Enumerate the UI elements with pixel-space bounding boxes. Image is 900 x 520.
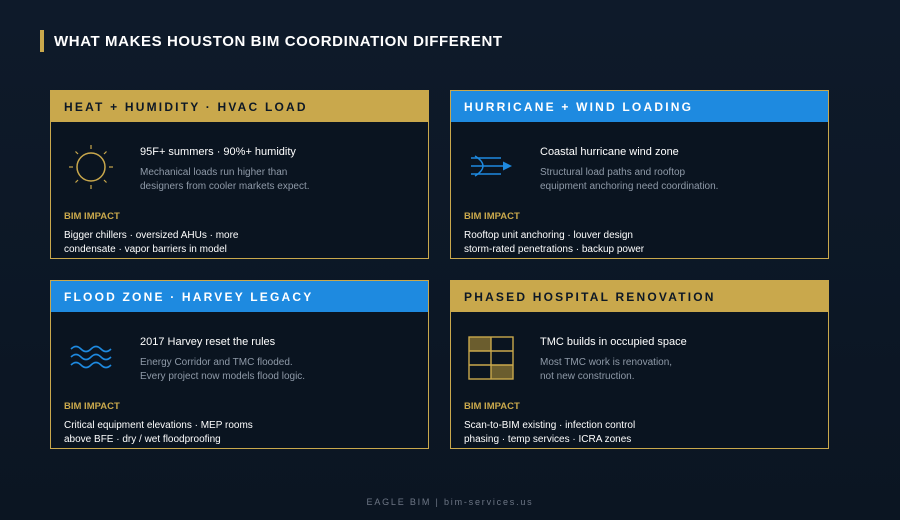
- description-line: Most TMC work is renovation,: [540, 357, 673, 368]
- wind-arrow-icon: [465, 141, 517, 193]
- description-line: Every project now models flood logic.: [140, 371, 306, 382]
- phase-grid-icon: [465, 331, 517, 383]
- waves-icon: [65, 331, 117, 383]
- impact-line: Scan-to-BIM existing · infection control: [464, 420, 636, 431]
- card-description: [540, 356, 815, 384]
- impact-line: condensate · vapor barriers in model: [64, 244, 227, 255]
- page-title: WHAT MAKES HOUSTON BIM COORDINATION DIFFERENT: [54, 32, 503, 50]
- card-flood-zone: [50, 280, 429, 449]
- impact-line: above BFE · dry / wet floodproofing: [64, 434, 221, 445]
- impact-line: Bigger chillers · oversized AHUs · more: [64, 230, 239, 241]
- description-line: Energy Corridor and TMC flooded.: [140, 357, 293, 368]
- sun-icon: [65, 141, 117, 193]
- card-header: PHASED HOSPITAL RENOVATION: [451, 281, 828, 312]
- card-header: HURRICANE + WIND LOADING: [451, 91, 828, 122]
- bim-impact-label: BIM IMPACT: [464, 401, 520, 412]
- bim-impact-label: BIM IMPACT: [64, 211, 120, 222]
- bim-impact-label: BIM IMPACT: [464, 211, 520, 222]
- card-description: [540, 166, 815, 194]
- description-line: Mechanical loads run higher than: [140, 167, 288, 178]
- card-heat-humidity: [50, 90, 429, 259]
- description-line: not new construction.: [540, 371, 635, 382]
- impact-line: storm-rated penetrations · backup power: [464, 244, 645, 255]
- card-hurricane-wind: [450, 90, 829, 259]
- page-title-bar: [40, 30, 503, 52]
- description-line: designers from cooler markets expect.: [140, 181, 310, 192]
- footer-credit: EAGLE BIM | bim-services.us: [366, 497, 534, 507]
- impact-line: Critical equipment elevations · MEP rooms: [64, 420, 253, 431]
- description-line: equipment anchoring need coordination.: [540, 181, 719, 192]
- card-description: [140, 166, 415, 194]
- bim-impact-text: [64, 419, 404, 447]
- impact-line: phasing · temp services · ICRA zones: [464, 434, 632, 445]
- bim-impact-label: BIM IMPACT: [64, 401, 120, 412]
- impact-line: Rooftop unit anchoring · louver design: [464, 230, 633, 241]
- card-header: FLOOD ZONE · HARVEY LEGACY: [51, 281, 428, 312]
- title-accent-bar: [40, 30, 44, 52]
- description-line: Structural load paths and rooftop: [540, 167, 686, 178]
- bim-impact-text: [64, 229, 404, 257]
- bim-impact-text: [464, 419, 804, 447]
- card-header: HEAT + HUMIDITY · HVAC LOAD: [51, 91, 428, 122]
- card-headline: 2017 Harvey reset the rules: [140, 336, 276, 348]
- card-phased-hospital: [450, 280, 829, 449]
- card-headline: Coastal hurricane wind zone: [540, 146, 679, 158]
- bim-impact-text: [464, 229, 804, 257]
- card-description: [140, 356, 415, 384]
- card-headline: 95F+ summers · 90%+ humidity: [140, 146, 296, 158]
- card-headline: TMC builds in occupied space: [540, 336, 687, 348]
